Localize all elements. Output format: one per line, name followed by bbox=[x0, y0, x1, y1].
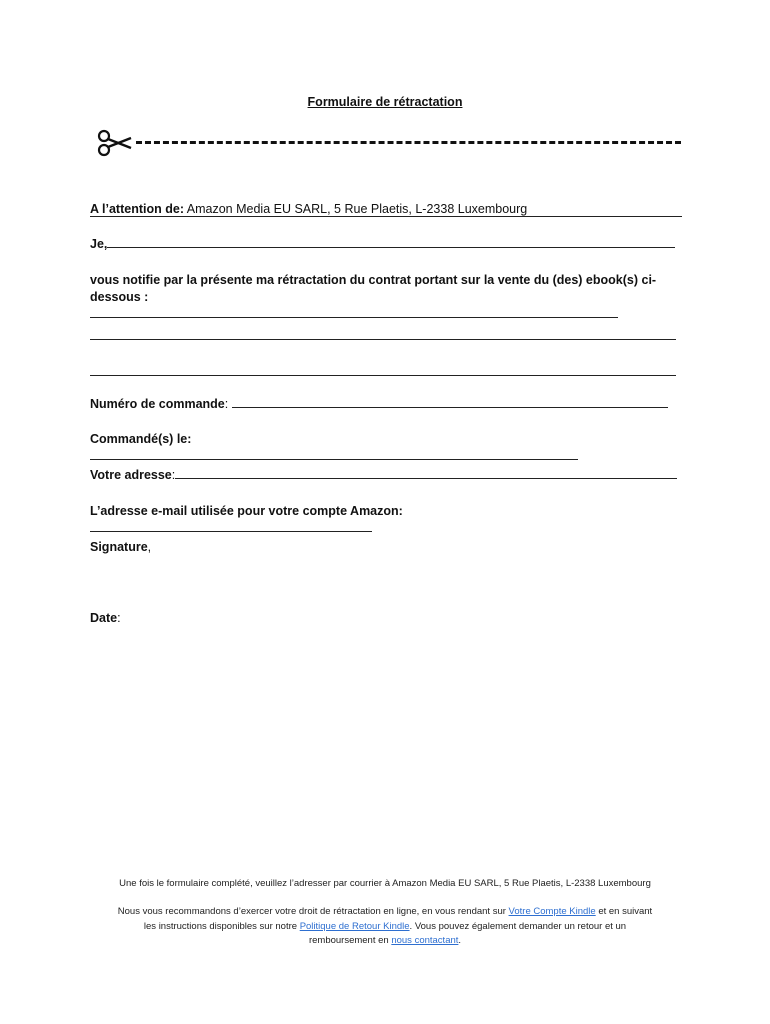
attention-label: A l’attention de: bbox=[90, 202, 184, 216]
ordered-on-label: Commandé(s) le: bbox=[90, 432, 192, 446]
attention-underline bbox=[90, 216, 682, 217]
form-title: Formulaire de rétractation bbox=[307, 95, 463, 109]
je-input-line[interactable] bbox=[107, 236, 675, 248]
footer-text-1: Nous vous recommandons d’exercer votre droit de rétractation en ligne, en vous rendant sur bbox=[117, 906, 509, 917]
address-label: Votre adresse bbox=[90, 468, 172, 482]
address-row bbox=[90, 467, 678, 484]
contact-us-link[interactable]: nous contactant bbox=[391, 935, 459, 946]
order-number-input-line[interactable] bbox=[232, 396, 668, 408]
je-row bbox=[90, 236, 678, 253]
ebook-input-line-1[interactable] bbox=[90, 306, 618, 318]
notification-line2: dessous : bbox=[90, 290, 149, 304]
email-label: L’adresse e-mail utilisée pour votre compte Amazon: bbox=[90, 504, 403, 518]
scissors-icon bbox=[96, 128, 132, 158]
ordered-on-input-line[interactable] bbox=[90, 448, 578, 460]
signature-label: Signature bbox=[90, 540, 148, 554]
email-input-line[interactable] bbox=[90, 520, 372, 532]
address-colon: : bbox=[171, 468, 176, 482]
footer-text-5: remboursement en bbox=[308, 935, 392, 946]
footer-online-instructions bbox=[80, 905, 690, 949]
dashed-cut-line bbox=[136, 141, 681, 144]
footer-text-4: . Vous pouvez également demander un retour et un bbox=[409, 920, 627, 932]
je-label: Je, bbox=[90, 237, 108, 251]
email-row bbox=[90, 503, 678, 537]
order-number-label: Numéro de commande bbox=[90, 397, 225, 411]
footer-mail-instructions: Une fois le formulaire complété, veuillez l’adresser par courrier à Amazon Media EU SARL, 5 Rue Plaetis, L-2338 Luxembourg bbox=[119, 878, 651, 889]
footer-text-2: et en suivant bbox=[595, 906, 653, 917]
kindle-account-link[interactable]: Votre Compte Kindle bbox=[508, 906, 596, 917]
footer-text-6: . bbox=[458, 935, 462, 946]
notification-line1: vous notifie par la présente ma rétractation du contrat portant sur la vente du (des) ebook(s) ci- bbox=[90, 273, 657, 287]
date-row bbox=[90, 610, 678, 627]
cut-line bbox=[96, 126, 686, 160]
ebook-input-line-2[interactable] bbox=[90, 339, 676, 340]
signature-row bbox=[90, 539, 678, 556]
order-number-row bbox=[90, 396, 678, 413]
signature-comma: , bbox=[147, 540, 152, 554]
notification-text bbox=[90, 272, 678, 323]
ebook-input-line-3[interactable] bbox=[90, 375, 676, 376]
attention-value: Amazon Media EU SARL, 5 Rue Plaetis, L-2338 Luxembourg bbox=[183, 202, 528, 216]
footer-text-3: les instructions disponibles sur notre bbox=[143, 920, 300, 932]
address-input-line[interactable] bbox=[175, 467, 677, 479]
ordered-on-row bbox=[90, 431, 678, 465]
date-colon: : bbox=[117, 611, 121, 625]
date-label: Date bbox=[90, 611, 118, 625]
order-number-colon: : bbox=[224, 397, 229, 411]
kindle-return-policy-link[interactable]: Politique de Retour Kindle bbox=[299, 920, 410, 932]
